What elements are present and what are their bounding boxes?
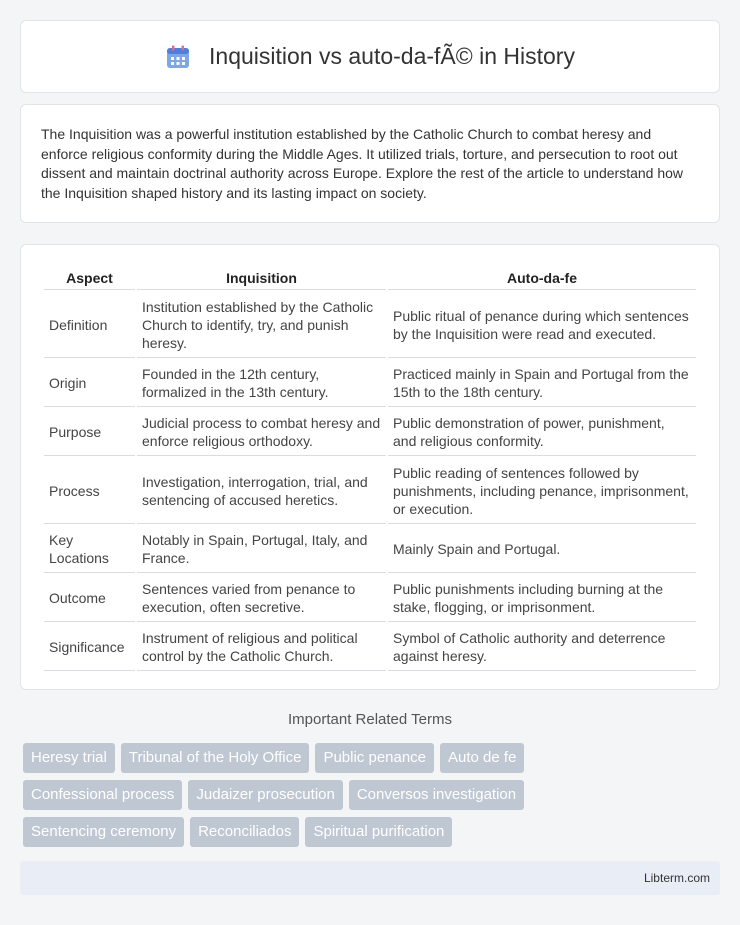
comparison-table — [42, 265, 698, 673]
related-terms-title: Important Related Terms — [288, 711, 452, 728]
intro-card — [20, 104, 720, 223]
row-inquisition: Sentences varied from penance to execution, often secretive. — [137, 575, 386, 622]
row-aspect: Purpose — [44, 409, 135, 456]
comparison-card — [20, 244, 720, 690]
footer — [20, 861, 720, 895]
row-aspect: Origin — [44, 360, 135, 407]
header-auto-da-fe: Auto-da-fe — [388, 267, 696, 290]
related-term-tag[interactable]: Confessional process — [23, 780, 182, 810]
related-term-tag[interactable]: Sentencing ceremony — [23, 817, 184, 847]
related-terms — [23, 743, 623, 854]
table-header-row — [44, 267, 696, 290]
page-title: Inquisition vs auto-da-fÃ© in History — [209, 43, 575, 69]
header-inquisition: Inquisition — [137, 267, 386, 290]
row-aspect: Key Locations — [44, 526, 135, 573]
row-inquisition: Institution established by the Catholic Church to identify, try, and punish heresy. — [137, 292, 386, 358]
related-term-tag[interactable]: Conversos investigation — [349, 780, 524, 810]
related-term-tag[interactable]: Tribunal of the Holy Office — [121, 743, 310, 773]
calendar-icon — [165, 44, 191, 70]
row-auto-da-fe: Public punishments including burning at the stake, flogging, or imprisonment. — [388, 575, 696, 622]
related-term-tag[interactable]: Judaizer prosecution — [188, 780, 342, 810]
row-aspect: Process — [44, 458, 135, 524]
table-row — [44, 526, 696, 573]
related-term-tag[interactable]: Reconciliados — [190, 817, 299, 847]
row-aspect: Definition — [44, 292, 135, 358]
row-auto-da-fe: Symbol of Catholic authority and deterrence against heresy. — [388, 624, 696, 671]
row-inquisition: Notably in Spain, Portugal, Italy, and France. — [137, 526, 386, 573]
related-term-tag[interactable]: Heresy trial — [23, 743, 115, 773]
related-term-tag[interactable]: Auto de fe — [440, 743, 524, 773]
related-term-tag[interactable]: Public penance — [315, 743, 434, 773]
row-inquisition: Investigation, interrogation, trial, and sentencing of accused heretics. — [137, 458, 386, 524]
footer-site-link[interactable]: Libterm.com — [643, 871, 710, 885]
row-inquisition: Founded in the 12th century, formalized in the 13th century. — [137, 360, 386, 407]
row-inquisition: Judicial process to combat heresy and enforce religious orthodoxy. — [137, 409, 386, 456]
row-auto-da-fe: Public demonstration of power, punishment, and religious conformity. — [388, 409, 696, 456]
table-row — [44, 360, 696, 407]
table-row — [44, 624, 696, 671]
title-card — [20, 20, 720, 93]
table-row — [44, 458, 696, 524]
tag-row — [23, 780, 623, 810]
table-row — [44, 292, 696, 358]
row-auto-da-fe: Public ritual of penance during which sentences by the Inquisition were read and executed. — [388, 292, 696, 358]
table-row — [44, 409, 696, 456]
row-auto-da-fe: Practiced mainly in Spain and Portugal from the 15th to the 18th century. — [388, 360, 696, 407]
row-inquisition: Instrument of religious and political control by the Catholic Church. — [137, 624, 386, 671]
row-auto-da-fe: Public reading of sentences followed by punishments, including penance, imprisonment, or execution. — [388, 458, 696, 524]
tag-row — [23, 743, 623, 773]
header-aspect: Aspect — [44, 267, 135, 290]
tag-row — [23, 817, 623, 847]
related-term-tag[interactable]: Spiritual purification — [305, 817, 452, 847]
row-aspect: Significance — [44, 624, 135, 671]
intro-text: The Inquisition was a powerful institution established by the Catholic Church to combat heresy and enforce religious conformity during the Middle Ages. It utilized trials, torture, and persecution to root out dissent and maintain doctrinal authority across Europe. Explore the rest of the article to understand how the Inquisition shaped history and its lasting impact on society. — [41, 126, 684, 201]
row-aspect: Outcome — [44, 575, 135, 622]
table-row — [44, 575, 696, 622]
row-auto-da-fe: Mainly Spain and Portugal. — [388, 526, 696, 573]
